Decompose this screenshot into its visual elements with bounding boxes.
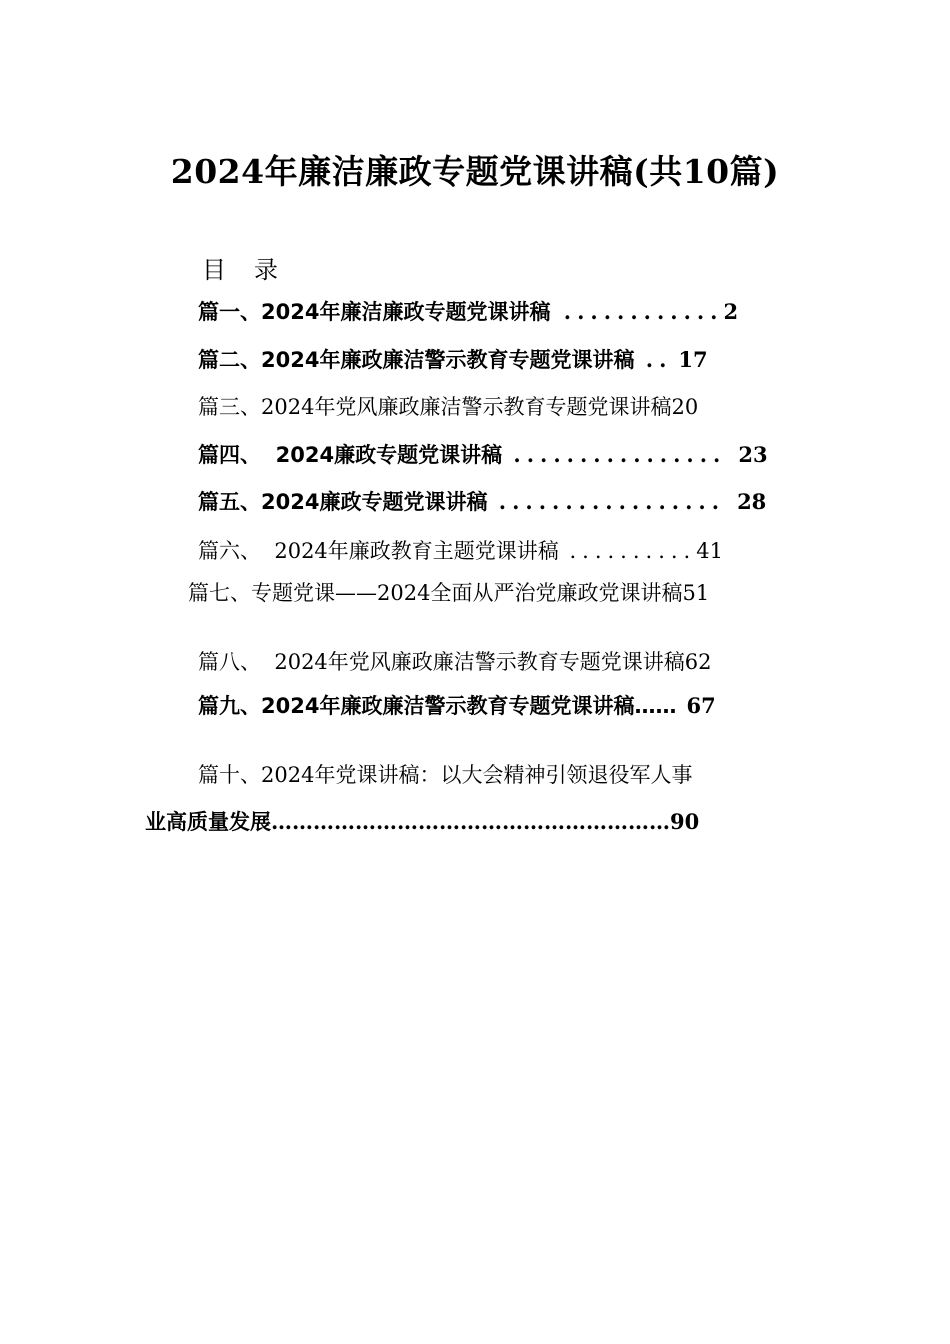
toc-page-number: 51 [682,581,710,605]
toc-entry-label: 业高质量发展………………………………………………… [145,809,670,834]
toc-entry-label: 篇一、2024年廉洁廉政专题党课讲稿 [198,300,551,324]
toc-entry-label: 篇三、2024年党风廉政廉洁警示教育专题党课讲稿 [198,395,672,419]
toc-page-number: 23 [738,442,768,467]
toc-entry-1[interactable] [198,297,738,327]
toc-heading-char-2: 录 [254,256,278,284]
toc-page-number: 2 [723,299,739,324]
toc-entry-7[interactable] [188,578,709,608]
toc-entry-label: 篇六、 2024年廉政教育主题党课讲稿 [198,539,559,563]
document-title: 2024年廉洁廉政专题党课讲稿(共10篇) [170,152,780,191]
toc-leader: ................. [498,489,726,514]
toc-page-number: 67 [686,693,716,718]
toc-entry-6[interactable] [198,536,723,566]
toc-page-number: 41 [696,539,723,563]
toc-entry-10[interactable] [198,760,692,790]
toc-leader: .. [645,347,673,372]
toc-entry-5[interactable] [198,487,766,517]
toc-entry-label: 篇二、2024年廉政廉洁警示教育专题党课讲稿 [198,348,635,372]
toc-entry-2[interactable] [198,345,708,375]
toc-entry-3[interactable] [198,392,698,422]
toc-leader: .......... [569,539,697,563]
toc-entry-label: 篇五、2024廉政专题党课讲稿 [198,490,488,514]
toc-page-number: 17 [678,347,708,372]
toc-entry-label: 篇七、专题党课——2024全面从严治党廉政党课讲稿 [188,581,683,605]
toc-leader: ............ [563,299,724,324]
toc-leader: ................ [513,442,727,467]
toc-entry-label: 篇八、 2024年党风廉政廉洁警示教育专题党课讲稿 [198,650,685,674]
toc-entry-label: 篇九、2024年廉政廉洁警示教育专题党课讲稿…… [198,694,677,718]
toc-page-number: 62 [684,650,712,674]
toc-entry-label: 篇十、2024年党课讲稿：以大会精神引领退役军人事 [198,763,693,787]
toc-page-number: 20 [671,395,699,419]
toc-entry-8[interactable] [198,647,712,677]
toc-page-number: 90 [670,809,700,834]
toc-heading-char-1: 目 [202,256,226,284]
toc-page-number: 28 [737,489,767,514]
toc-entry-label: 篇四、 2024廉政专题党课讲稿 [198,443,503,467]
toc-heading [202,250,278,285]
toc-entry-9[interactable] [198,691,716,721]
toc-entry-10-continuation[interactable] [145,807,805,837]
toc-entry-4[interactable] [198,440,768,470]
